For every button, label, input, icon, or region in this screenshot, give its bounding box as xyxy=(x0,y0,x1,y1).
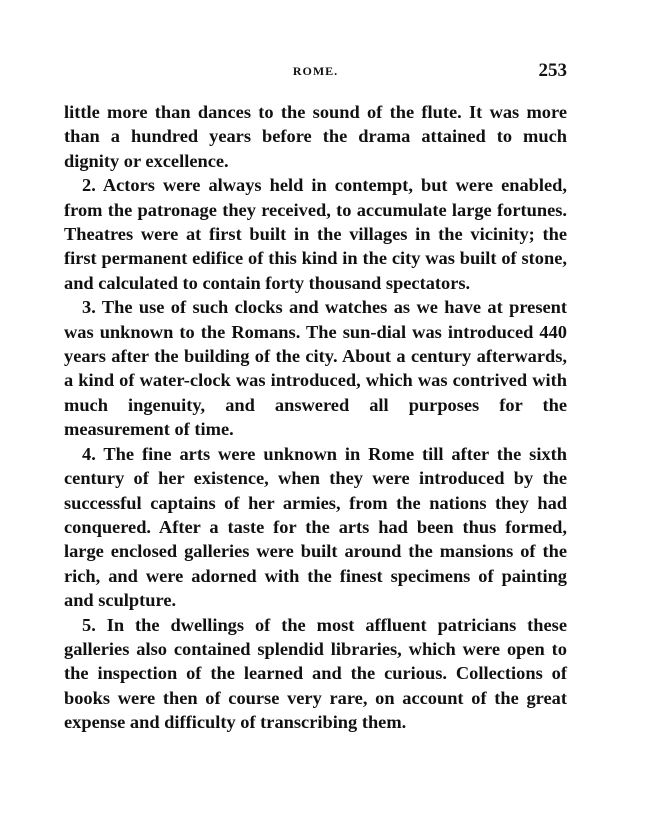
paragraph-3-clocks: 3. The use of such clocks and watches as we have at present was unknown to the Romans. The sun-dial was introduced 440 years after the building of the city. About a century afterwards, a kind of water-clock was introduced, which was contrived with much ingenuity, and answered all purposes for the measurement of time. xyxy=(64,297,567,440)
paragraph-4-fine-arts: 4. The fine arts were unknown in Rome till after the sixth century of her existence, when they were introduced by the successful captains of her armies, from the nations they had conquered. After a taste for the arts had been thus formed, large enclosed galleries were built around the mansions of the rich, and were adorned with the finest specimens of painting and sculpture. xyxy=(64,443,567,611)
paragraph-continuation: little more than dances to the sound of the flute. It was more than a hundred years before the drama attained to much dignity or excellence. xyxy=(64,102,567,171)
body-text xyxy=(64,100,567,735)
running-title: ROME. xyxy=(292,64,339,78)
page-number: 253 xyxy=(538,60,567,81)
paragraph-2-actors: 2. Actors were always held in contempt, but were enabled, from the patronage they received, to accumulate large fortunes. Theatres were at first built in the villages in the vicinity; the first permanent edifice of this kind in the city was built of stone, and calculated to contain forty thousand spectators. xyxy=(64,175,567,293)
running-head xyxy=(64,60,567,86)
paragraph-5-libraries: 5. In the dwellings of the most affluent patricians these galleries also contained splendid libraries, which were open to the inspection of the learned and the curious. Collections of books were then of course very rare, on account of the great expense and difficulty of transcribing them. xyxy=(64,614,567,733)
